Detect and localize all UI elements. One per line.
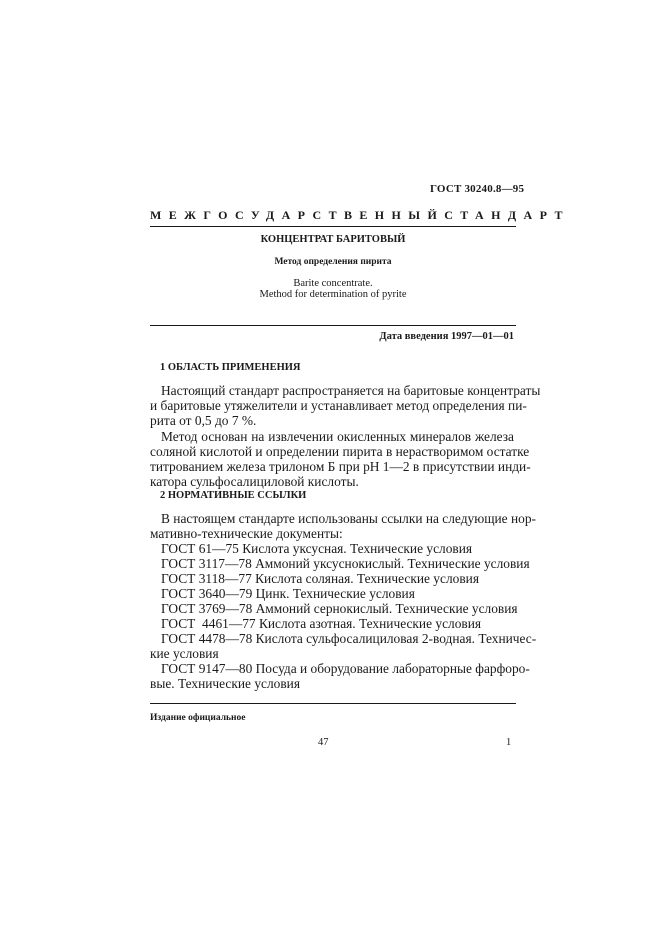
reference-item: ГОСТ 3769—78 Аммоний сернокислый. Технические условия xyxy=(161,601,518,616)
page-number: 47 xyxy=(318,737,329,748)
english-title-line-1: Barite concentrate. xyxy=(293,278,373,289)
text-line: В настоящем стандарте использованы ссылки на следующие нор- xyxy=(161,511,536,526)
document-title: КОНЦЕНТРАТ БАРИТОВЫЙ xyxy=(260,234,406,245)
title-rule xyxy=(150,325,516,326)
sheet-number: 1 xyxy=(506,737,512,748)
english-title-line-2: Method for determination of pyrite xyxy=(259,289,407,300)
top-rule xyxy=(150,226,516,227)
reference-item: ГОСТ 61—75 Кислота уксусная. Технические условия xyxy=(161,541,473,556)
text-line: соляной кислотой и определении пирита в нерастворимом остатке xyxy=(150,444,530,459)
reference-item: ГОСТ 3118—77 Кислота соляная. Технические условия xyxy=(161,571,479,586)
text-line: Метод основан на извлечении окисленных минералов железа xyxy=(161,429,514,444)
reference-item: ГОСТ 4461—77 Кислота азотная. Технические условия xyxy=(161,616,482,631)
interstate-standard-label xyxy=(150,208,570,223)
reference-item-continuation: кие условия xyxy=(150,646,219,661)
reference-item: ГОСТ 4478—78 Кислота сульфосалициловая 2-водная. Техничес- xyxy=(161,631,537,646)
footer-rule xyxy=(150,703,516,704)
section-2-heading: 2 НОРМАТИВНЫЕ ССЫЛКИ xyxy=(160,490,307,501)
section-1-paragraph-2 xyxy=(150,429,531,489)
text-line: титрованием железа трилоном Б при pH 1—2 в присутствии инди- xyxy=(150,459,531,474)
text-line: катора сульфосалициловой кислоты. xyxy=(150,474,359,489)
interstate-word: МЕЖГОСУДАРСТВЕННЫЙ xyxy=(150,208,445,222)
reference-item: ГОСТ 3117—78 Аммоний уксуснокислый. Технические условия xyxy=(161,556,530,571)
official-edition-note: Издание официальное xyxy=(150,713,246,723)
introduction-date: Дата введения 1997—01—01 xyxy=(379,331,514,342)
reference-item-continuation: вые. Технические условия xyxy=(150,676,301,691)
standard-code: ГОСТ 30240.8—95 xyxy=(430,183,525,195)
reference-item: ГОСТ 3640—79 Цинк. Технические условия xyxy=(161,586,415,601)
standard-word: СТАНДАРТ xyxy=(444,208,570,222)
text-line: Настоящий стандарт распространяется на баритовые концентраты xyxy=(161,383,541,398)
normative-references-list xyxy=(150,541,537,691)
section-2-intro xyxy=(150,511,536,541)
section-1-heading: 1 ОБЛАСТЬ ПРИМЕНЕНИЯ xyxy=(160,362,301,373)
document-subtitle: Метод определения пирита xyxy=(274,257,392,267)
text-line: рита от 0,5 до 7 %. xyxy=(150,413,257,428)
text-line: мативно-технические документы: xyxy=(150,526,343,541)
reference-item: ГОСТ 9147—80 Посуда и оборудование лабораторные фарфоро- xyxy=(161,661,530,676)
text-line: и баритовые утяжелители и устанавливает метод определения пи- xyxy=(150,398,527,413)
section-1-paragraph-1 xyxy=(150,383,541,428)
